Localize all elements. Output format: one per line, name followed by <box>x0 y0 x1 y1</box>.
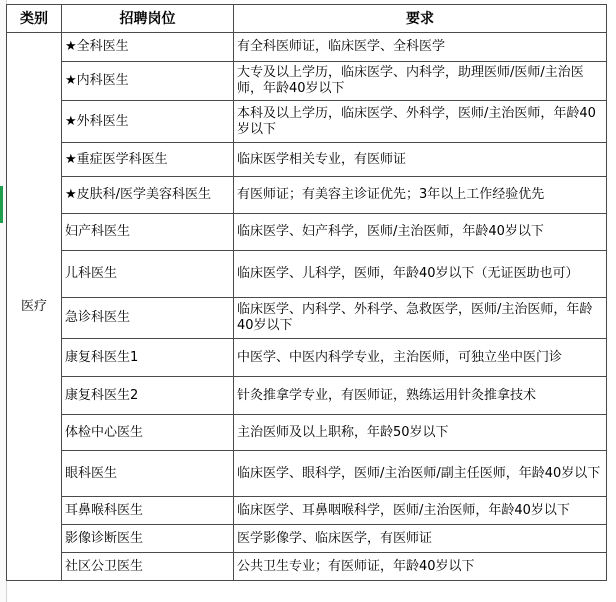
table-row <box>7 214 607 251</box>
position-cell[interactable]: 儿科医生 <box>62 251 234 298</box>
header-category[interactable]: 类别 <box>7 5 62 33</box>
table-row <box>7 298 607 339</box>
position-cell[interactable]: 康复科医生2 <box>62 377 234 415</box>
requirement-cell[interactable]: 临床医学、妇产科学，医师/主治医师，年龄40岁以下 <box>234 214 607 251</box>
header-row <box>7 5 607 33</box>
position-cell[interactable]: 影像诊断医生 <box>62 525 234 553</box>
requirement-cell[interactable]: 针灸推拿学专业，有医师证，熟练运用针灸推拿技术 <box>234 377 607 415</box>
requirement-cell[interactable]: 公共卫生专业；有医师证，年龄40岁以下 <box>234 553 607 581</box>
requirement-cell[interactable]: 临床医学、耳鼻咽喉科学，医师/主治医师，年龄40岁以下 <box>234 497 607 525</box>
table-row <box>7 553 607 581</box>
position-cell[interactable]: 妇产科医生 <box>62 214 234 251</box>
category-cell[interactable]: 医疗 <box>7 33 62 581</box>
table-row <box>7 143 607 177</box>
table-row <box>7 415 607 451</box>
table-row <box>7 101 607 143</box>
table-row <box>7 251 607 298</box>
position-cell[interactable]: 康复科医生1 <box>62 339 234 377</box>
requirement-cell[interactable]: 有全科医师证，临床医学、全科医学 <box>234 33 607 62</box>
requirement-cell[interactable]: 有医师证；有美容主诊证优先；3年以上工作经验优先 <box>234 177 607 214</box>
table-row <box>7 33 607 62</box>
requirement-cell[interactable]: 临床医学、儿科学，医师，年龄40岁以下（无证医助也可） <box>234 251 607 298</box>
table-row <box>7 525 607 553</box>
requirement-cell[interactable]: 医学影像学、临床医学，有医师证 <box>234 525 607 553</box>
position-cell[interactable]: ★皮肤科/医学美容科医生 <box>62 177 234 214</box>
table-row <box>7 177 607 214</box>
requirement-cell[interactable]: 临床医学相关专业，有医师证 <box>234 143 607 177</box>
requirement-cell[interactable]: 中医学、中医内科学专业，主治医师，可独立坐中医门诊 <box>234 339 607 377</box>
header-requirement[interactable]: 要求 <box>234 5 607 33</box>
table-row <box>7 377 607 415</box>
position-cell[interactable]: ★外科医生 <box>62 101 234 143</box>
position-cell[interactable]: 眼科医生 <box>62 451 234 497</box>
table-row <box>7 451 607 497</box>
requirement-cell[interactable]: 大专及以上学历，临床医学、内科学，助理医师/医师/主治医师，年龄40岁以下 <box>234 62 607 101</box>
position-cell[interactable]: ★重症医学科医生 <box>62 143 234 177</box>
table-row <box>7 62 607 101</box>
requirement-cell[interactable]: 本科及以上学历，临床医学、外科学，医师/主治医师，年龄40岁以下 <box>234 101 607 143</box>
table-row <box>7 339 607 377</box>
requirement-cell[interactable]: 主治医师及以上职称，年龄50岁以下 <box>234 415 607 451</box>
position-cell[interactable]: ★内科医生 <box>62 62 234 101</box>
position-cell[interactable]: 社区公卫医生 <box>62 553 234 581</box>
header-position[interactable]: 招聘岗位 <box>62 5 234 33</box>
requirement-cell[interactable]: 临床医学、眼科学，医师/主治医师/副主任医师，年龄40岁以下 <box>234 451 607 497</box>
recruitment-table <box>6 4 607 581</box>
position-cell[interactable]: ★全科医生 <box>62 33 234 62</box>
position-cell[interactable]: 体检中心医生 <box>62 415 234 451</box>
position-cell[interactable]: 耳鼻喉科医生 <box>62 497 234 525</box>
position-cell[interactable]: 急诊科医生 <box>62 298 234 339</box>
selection-indicator <box>0 186 3 223</box>
requirement-cell[interactable]: 临床医学、内科学、外科学、急救医学，医师/主治医师，年龄40岁以下 <box>234 298 607 339</box>
table-row <box>7 497 607 525</box>
